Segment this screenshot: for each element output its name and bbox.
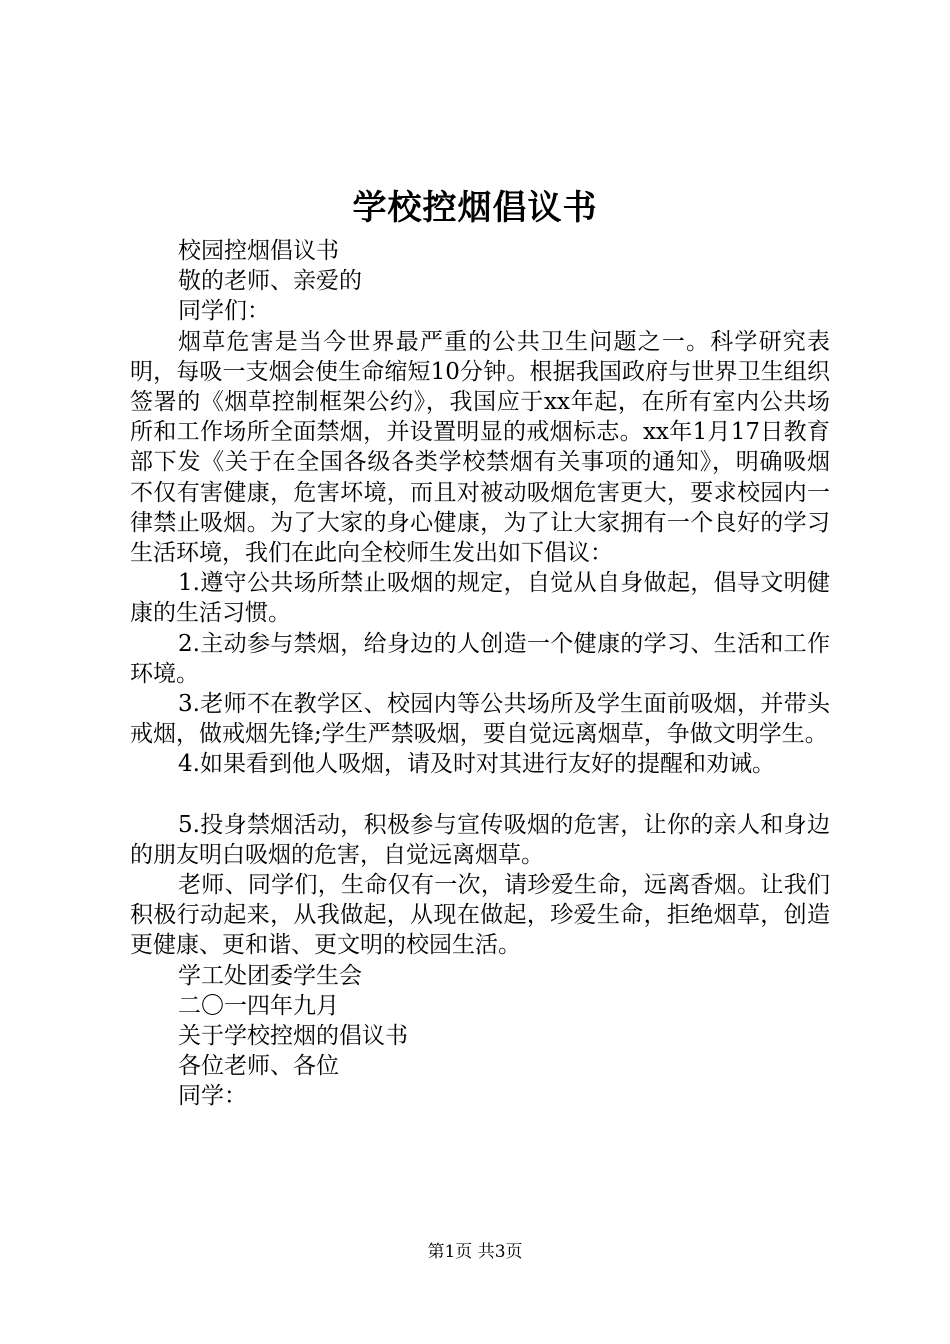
proposal-item-5: 5.投身禁烟活动，积极参与宣传吸烟的危害，让你的亲人和身边的朋友明白吸烟的危害，自觉远离烟草。 [130,811,830,868]
proposal-item-3: 3.老师不在教学区、校园内等公共场所及学生面前吸烟，并带头戒烟，做戒烟先锋;学生严禁吸烟，要自觉远离烟草，争做文明学生。 [130,691,830,748]
document-title: 学校控烟倡议书 [352,188,598,228]
blank-line [130,780,830,810]
closing-paragraph: 老师、同学们，生命仅有一次，请珍爱生命，远离香烟。让我们积极行动起来，从我做起，从现在做起，珍爱生命，拒绝烟草，创造更健康、更和谐、更文明的校园生活。 [130,872,830,959]
second-salutation-line-1: 各位老师、各位 [178,1053,339,1080]
page-footer: 第1页 共3页 [427,1242,523,1262]
document-body [130,236,830,1112]
proposal-item-1: 1.遵守公共场所禁止吸烟的规定，自觉从自身做起，倡导文明健康的生活习惯。 [130,570,830,627]
signature: 学工处团委学生会 [178,962,362,989]
subtitle: 校园控烟倡议书 [178,238,339,264]
second-salutation-line-2: 同学： [178,1083,247,1110]
salutation-line-1: 敬的老师、亲爱的 [178,268,362,295]
second-title: 关于学校控烟的倡议书 [178,1023,408,1050]
salutation-line-2: 同学们： [178,298,270,325]
intro-paragraph: 烟草危害是当今世界最严重的公共卫生问题之一。科学研究表明，每吸一支烟会使生命缩短10分钟。根据我国政府与世界卫生组织签署的《烟草控制框架公约》，我国应于xx年起，在所有室内公共场所和工作场所全面禁烟，并设置明显的戒烟标志。xx年1月17日教育部下发《关于在全国各级各类学校禁烟有关事项的通知》，明确吸烟不仅有害健康，危害坏境，而且对被动吸烟危害更大，要求校园内一律禁止吸烟。为了大家的身心健康，为了让大家拥有一个良好的学习生活环境，我们在此向全校师生发出如下倡议： [130,328,830,567]
proposal-item-2: 2.主动参与禁烟，给身边的人创造一个健康的学习、生活和工作环境。 [130,630,830,687]
date: 二〇一四年九月 [178,992,339,1019]
proposal-item-4: 4.如果看到他人吸烟，请及时对其进行友好的提醒和劝诫。 [178,751,775,778]
